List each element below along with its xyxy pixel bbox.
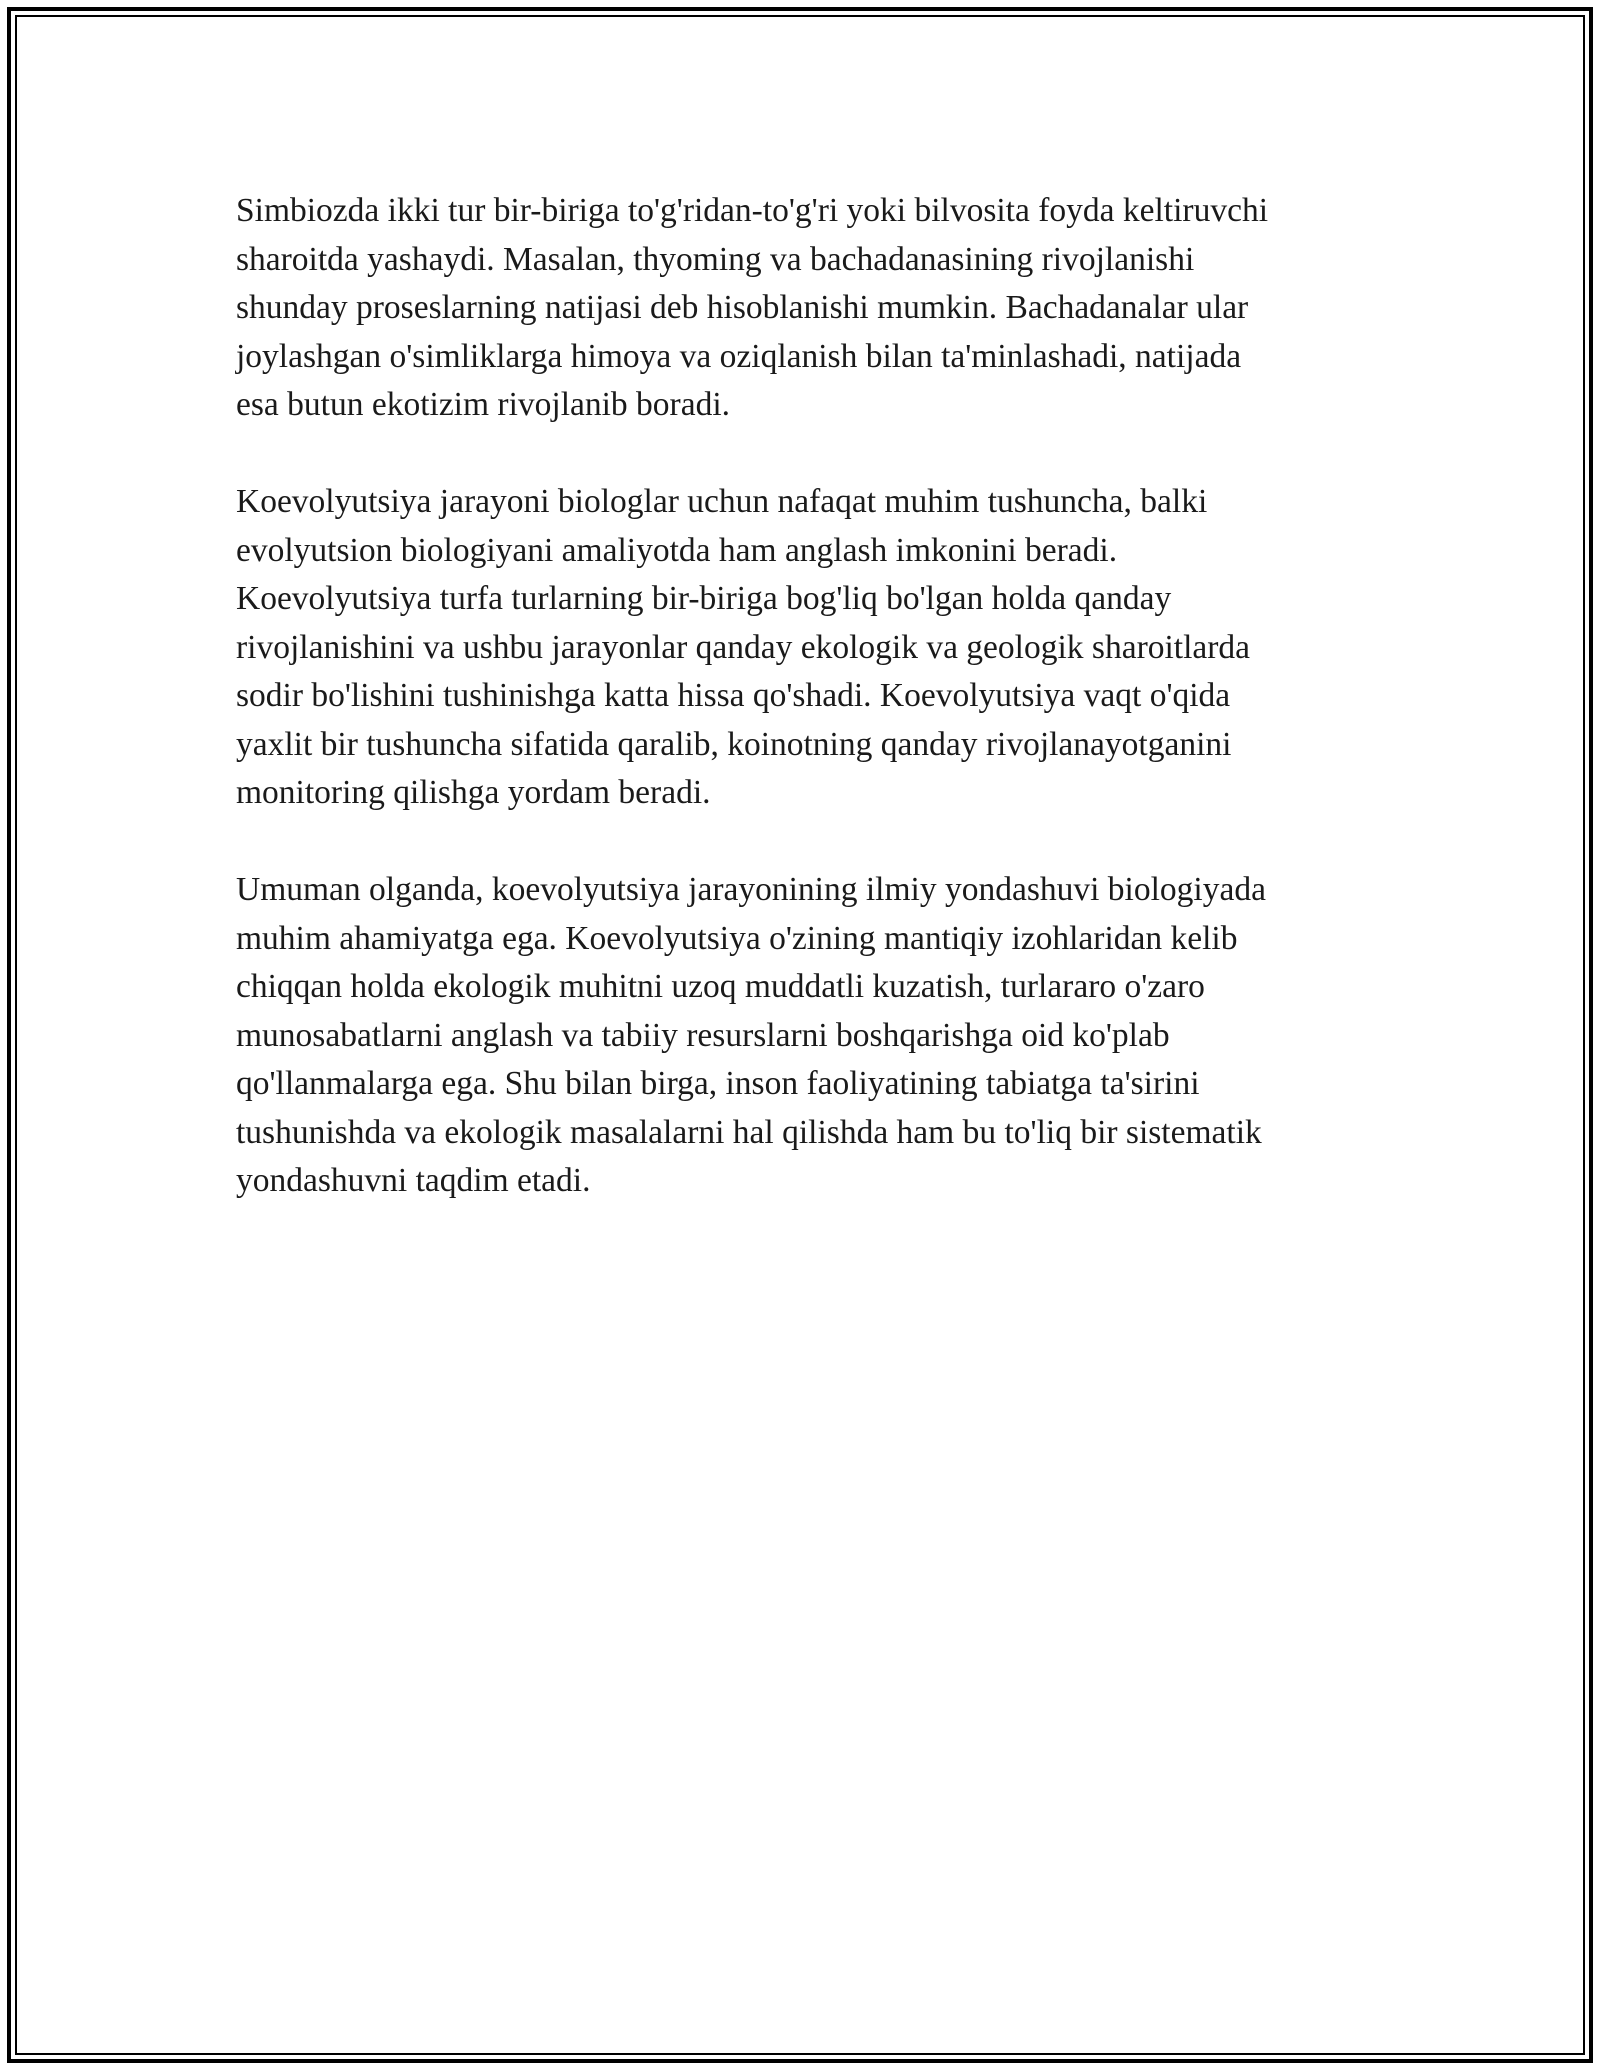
text-line: sodir bo'lishini tushinishga katta hissa qo'shadi. Koevolyutsiya vaqt o'qida	[236, 677, 1231, 714]
text-line: yaxlit bir tushuncha sifatida qaralib, koinotning qanday rivojlanayotganini	[236, 725, 1232, 763]
text-line: munosabatlarni anglash va tabiiy resurslarni boshqarishga oid ko'plab	[236, 1016, 1170, 1054]
text-line: Koevolyutsiya jarayoni biologlar uchun nafaqat muhim tushuncha, balki	[236, 483, 1208, 520]
text-line: Koevolyutsiya turfa turlarning bir-biriga bog'liq bo'lgan holda qanday	[236, 580, 1172, 617]
text-line: esa butun ekotizim rivojlanib boradi.	[236, 386, 731, 423]
text-line: tushunishda va ekologik masalalarni hal qilishda ham bu to'liq bir sistematik	[236, 1113, 1262, 1151]
paragraph-3	[236, 866, 1386, 1206]
text-line: rivojlanishini va ushbu jarayonlar qanday ekologik va geologik sharoitlarda	[236, 628, 1251, 666]
document-body	[236, 187, 1386, 1254]
text-line: monitoring qilishga yordam beradi.	[236, 774, 711, 811]
text-line: yondashuvni taqdim etadi.	[236, 1162, 591, 1199]
text-line: qo'llanmalarga ega. Shu bilan birga, inson faoliyatining tabiatga ta'sirini	[236, 1065, 1200, 1102]
paragraph-1	[236, 187, 1386, 430]
text-line: evolyutsion biologiyani amaliyotda ham anglash imkonini beradi.	[236, 531, 1118, 569]
text-line: chiqqan holda ekologik muhitni uzoq muddatli kuzatish, turlararo o'zaro	[236, 968, 1205, 1005]
paragraph-2	[236, 478, 1386, 818]
text-line: shunday proseslarning natijasi deb hisoblanishi mumkin. Bachadanalar ular	[236, 289, 1249, 326]
text-line: joylashgan o'simliklarga himoya va oziqlanish bilan ta'minlashadi, natijada	[236, 337, 1242, 375]
text-line: Simbiozda ikki tur bir-biriga to'g'ridan-to'g'ri yoki bilvosita foyda keltiruvchi	[236, 192, 1269, 229]
text-line: Umuman olganda, koevolyutsiya jarayonining ilmiy yondashuvi biologiyada	[236, 871, 1266, 908]
text-line: muhim ahamiyatga ega. Koevolyutsiya o'zining mantiqiy izohlaridan kelib	[236, 919, 1238, 957]
text-line: sharoitda yashaydi. Masalan, thyoming va bachadanasining rivojlanishi	[236, 240, 1195, 278]
